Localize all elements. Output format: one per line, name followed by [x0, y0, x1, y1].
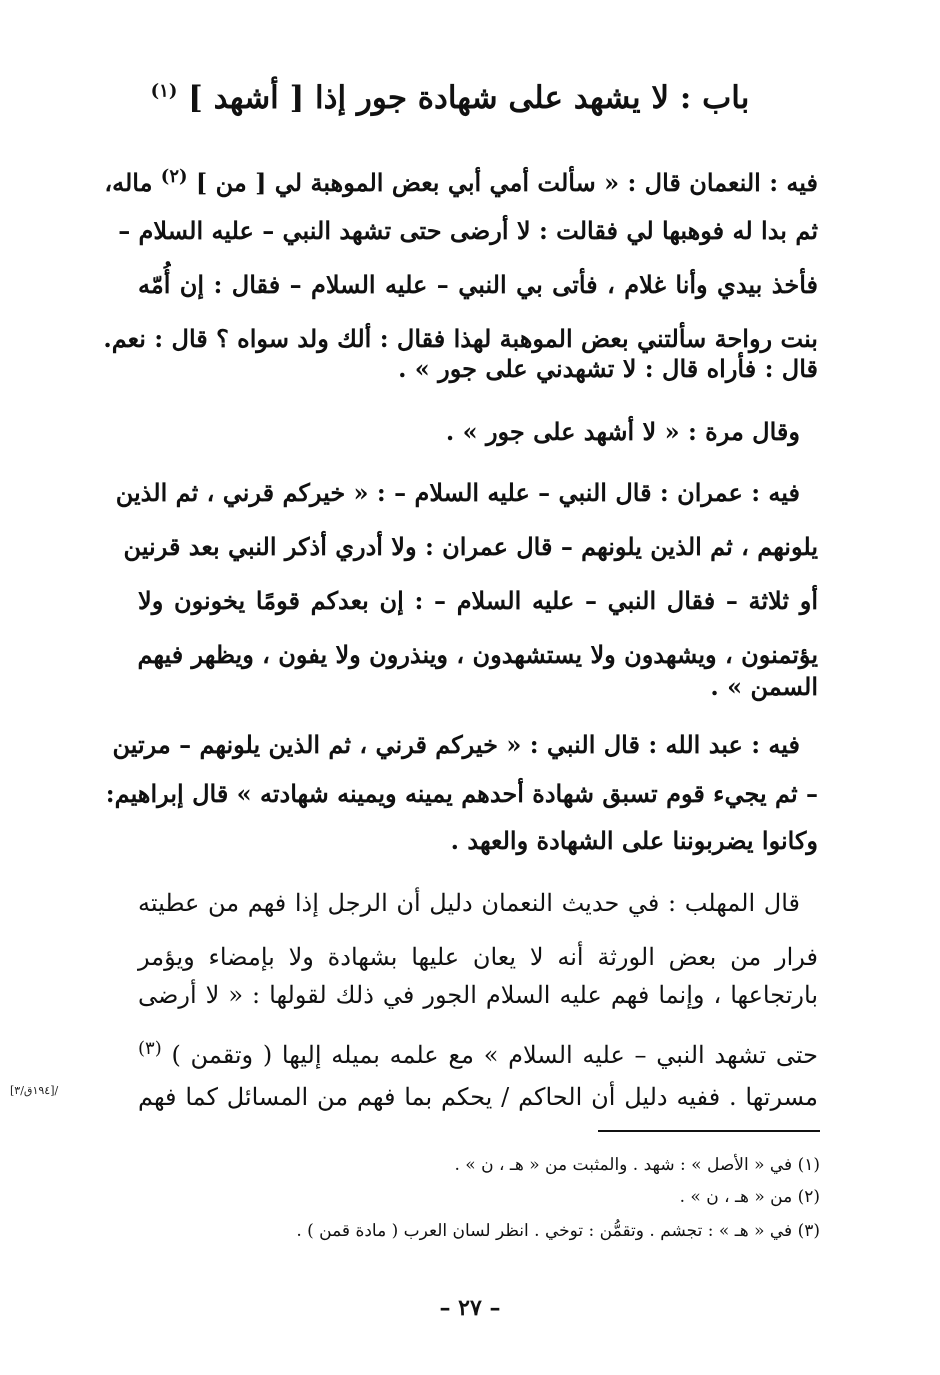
hadith-1-line-3: فأخذ بيدي وأنا غلام ، فأتى بي النبي – عليه السلام – فقال : إن أُمّه: [138, 270, 818, 299]
hadith-1-line-1: فيه : النعمان قال : « سألت أمي أبي بعض الموهبة لي [ من ] $^{(٢)}$ ماله،: [104, 166, 818, 197]
hadith-4-line-3: وكانوا يضربوننا على الشهادة والعهد .: [450, 826, 818, 855]
hadith-4-line-2: – ثم يجيء قوم تسبق شهادة أحدهم يمينه ويمينه شهادته » قال إبراهيم:: [105, 779, 818, 808]
footnote-separator: [598, 1130, 820, 1132]
footnote-ref-2: (٢): [160, 166, 188, 187]
chapter-heading: [140, 80, 760, 116]
hadith-1-line-4: بنت رواحة سألتني بعض الموهبة لهذا فقال : ألك ولد سواه ؟ قال : نعم.: [103, 324, 818, 353]
hadith-1-line-5: قال : فأراه قال : لا تشهدني على جور » .: [398, 354, 818, 383]
page-number: – ٢٧ –: [439, 1295, 501, 1321]
hadith-2-line-1: وقال مرة : « لا أشهد على جور » .: [445, 417, 800, 446]
hadith-1-line-2: ثم بدا له فوهبها لي فقالت : لا أرضى حتى تشهد النبي – عليه السلام –: [118, 216, 818, 245]
footnote-3: (٣) في « هـ » : تجشم . وتقمُّن : توخي . انظر لسان العرب ( مادة قمن ) .: [296, 1221, 820, 1241]
commentary-line-1: قال المهلب : في حديث النعمان دليل أن الرجل إذا فهم من عطيته: [138, 889, 800, 917]
hadith-3-line-5: السمن » .: [710, 672, 818, 701]
hadith-3-line-2: يلونهم ، ثم الذين يلونهم – قال عمران : ولا أدري أذكر النبي بعد قرنين: [123, 532, 818, 561]
footnote-ref-1: (١): [150, 80, 178, 102]
footnote-ref-3: (٣): [138, 1038, 162, 1059]
hadith-3-line-4: يؤتمنون ، ويشهدون ولا يستشهدون ، وينذرون ولا يفون ، ويظهر فيهم: [137, 640, 818, 669]
manuscript-folio-note: [١٩٤ق/٣]/: [10, 1084, 59, 1097]
chapter-heading-text: باب : لا يشهد على شهادة جور إذا [ أشهد ]: [188, 80, 750, 116]
commentary-line-3: بارتجاعها ، وإنما فهم عليه السلام الجور في ذلك لقولها : « لا أرضى: [138, 981, 819, 1009]
hadith-3-line-1: فيه : عمران : قال النبي – عليه السلام – : « خيركم قرني ، ثم الذين: [115, 478, 800, 507]
commentary-line-5: مسرتها . ففيه دليل أن الحاكم / يحكم بما فهم من المسائل كما فهم: [138, 1083, 818, 1111]
hadith-3-line-3: أو ثلاثة – فقال النبي – عليه السلام – : إن بعدكم قومًا يخونون ولا: [138, 586, 818, 615]
commentary-line-4: حتى تشهد النبي – عليه السلام » مع علمه بميله إليها ( وتقمن ) $^{(٣)}$: [138, 1038, 818, 1069]
footnote-2: (٢) من « هـ ، ن » .: [679, 1187, 820, 1207]
commentary-line-2: فرار من بعض الورثة أنه لا يعان عليها بشهادة ولا بإمضاء ويؤمر: [138, 943, 818, 971]
hadith-4-line-1: فيه : عبد الله : قال النبي : « خيركم قرني ، ثم الذين يلونهم – مرتين: [112, 730, 800, 759]
footnote-1: (١) في « الأصل » : شهد . والمثبت من « هـ ، ن » .: [454, 1155, 820, 1175]
